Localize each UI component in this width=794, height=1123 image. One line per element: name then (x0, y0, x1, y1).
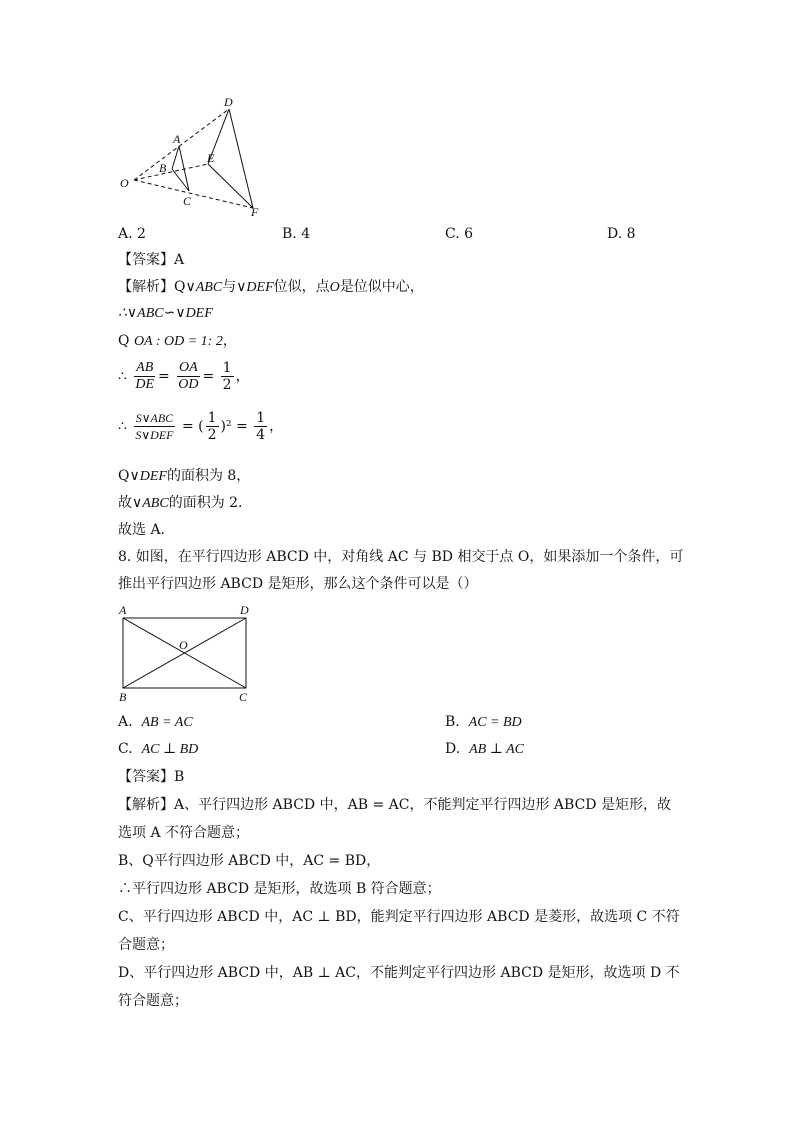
label-f: F (251, 205, 259, 219)
q8-answer: 【答案】B (118, 769, 185, 785)
q8-analysis-line7: D、平行四边形 ABCD 中，AB ⊥ AC，不能判定平行四边形 ABCD 是矩形，故选项 D 不 (118, 965, 680, 981)
q7-analysis-line8: 故选 A． (118, 522, 175, 538)
q8-analysis-line4: ∴平行四边形 ABCD 是矩形，故选项 B 符合题意； (118, 881, 441, 897)
q8-analysis-line3: B、Q平行四边形 ABCD 中，AC = BD， (118, 853, 381, 869)
rectangle-figure (112, 600, 262, 708)
ray-of (134, 180, 253, 208)
label-d: D (224, 95, 233, 109)
q8-option-c: C. AC ⊥ BD (118, 741, 199, 757)
q8-analysis-line5: C、平行四边形 ABCD 中，AC ⊥ BD，能判定平行四边形 ABCD 是菱形，故选项 C 不符 (118, 909, 680, 925)
side-df (229, 109, 253, 208)
q7-analysis-line1: 【解析】Q∨ABC与∨DEF位似，点O是位似中心， (118, 279, 424, 295)
label-b: B (119, 690, 127, 704)
label-a: A (173, 132, 181, 146)
label-o: O (120, 176, 129, 190)
q7-option-b: B. 4 (282, 226, 311, 242)
ray-od (134, 109, 229, 180)
label-a: A (119, 603, 127, 617)
q8-stem-line1: 8. 如图，在平行四边形 ABCD 中，对角线 AC 与 BD 相交于点 O，如果添加一个条件，可 (118, 549, 684, 565)
q7-analysis-line5: ∴ $\frac{\text{S∨ABC}}{\text{S∨DEF}}$ = ( $\frac{1}{2}$ )² = $\frac{1}{4}$ ， (118, 410, 284, 443)
q7-answer: 【答案】A (118, 252, 185, 268)
label-o: O (179, 638, 188, 652)
q7-analysis-line7: 故∨ABC的面积为 2． (118, 495, 253, 511)
q8-analysis-line2: 选项 A 不符合题意； (118, 825, 250, 841)
ray-oe (134, 164, 208, 180)
label-c: C (239, 690, 248, 704)
q7-analysis-line2: ∴∨ABC∽∨DEF (118, 306, 213, 321)
q7-option-d: D. 8 (607, 226, 636, 242)
q7-option-c: C. 6 (445, 226, 474, 242)
q8-analysis-line8: 符合题意； (118, 993, 188, 1009)
q7-analysis-line3: Q OA : OD = 1: 2， (118, 333, 237, 349)
q7-analysis-line6: Q∨DEF的面积为 8， (118, 468, 251, 484)
label-e: E (207, 151, 215, 165)
q8-analysis-line6: 合题意； (118, 937, 174, 953)
q8-stem-line2: 推出平行四边形 ABCD 是矩形，那么这个条件可以是（） (118, 576, 478, 592)
q8-option-a: A. AB = AC (118, 714, 193, 730)
q8-option-d: D. AB ⊥ AC (445, 741, 524, 757)
q8-option-b: B. AC = BD (445, 714, 522, 730)
q8-analysis-line1: 【解析】A、平行四边形 ABCD 中，AB = AC，不能判定平行四边形 ABCD 是矩形，故 (118, 797, 671, 813)
q7-option-a: A. 2 (118, 226, 146, 242)
side-ef (208, 164, 253, 208)
homothety-figure (112, 92, 272, 222)
label-b: B (159, 161, 167, 175)
label-c: C (183, 194, 192, 208)
label-d: D (240, 603, 249, 617)
q7-analysis-line4: ∴ $\frac{AB}{DE}$ = $\frac{OA}{OD}$ = $\frac{1}{2}$ ， (118, 360, 250, 393)
